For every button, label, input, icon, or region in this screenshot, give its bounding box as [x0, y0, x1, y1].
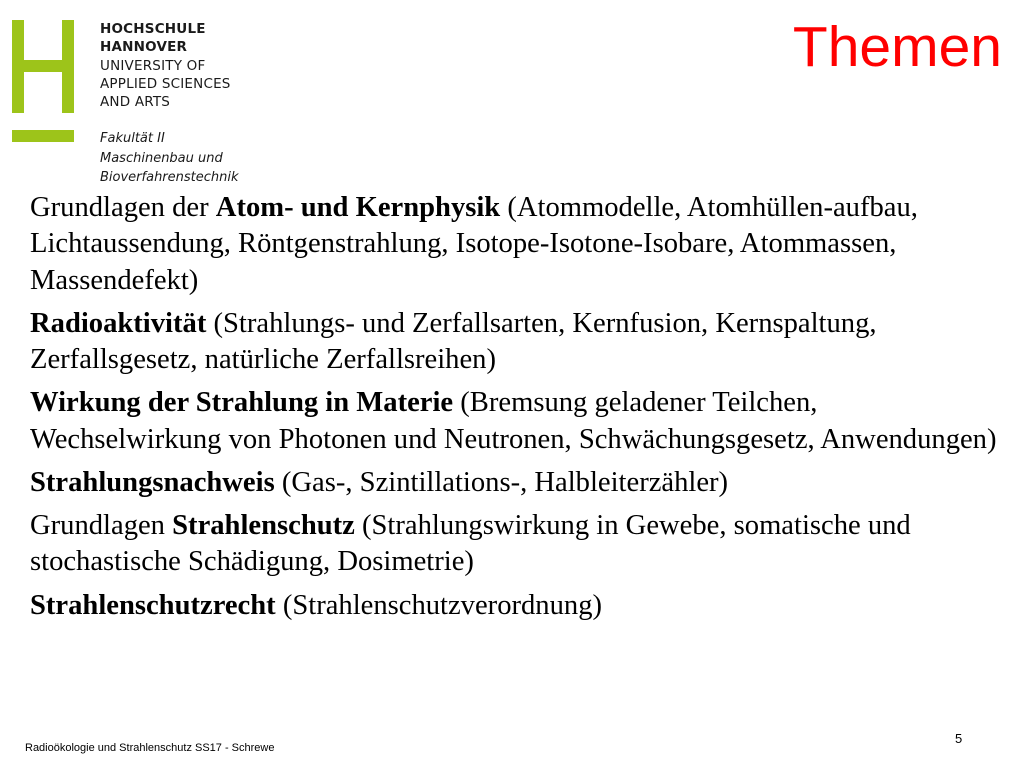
topic-keyword: Strahlenschutz	[172, 510, 355, 541]
university-line-3: AND ARTS	[100, 94, 171, 111]
university-logo-icon	[12, 20, 74, 142]
topic-details: (Gas-, Szintillations-, Halbleiterzähler)	[274, 466, 729, 498]
topic-prefix: Grundlagen der	[30, 192, 216, 223]
topic-keyword: Strahlenschutzrecht	[30, 589, 276, 621]
faculty-line-3: Bioverfahrenstechnik	[100, 170, 239, 185]
topic-keyword: Wirkung der Strahlung in Materie	[30, 387, 454, 419]
topic-keyword: Strahlungsnachweis	[30, 466, 275, 498]
page-number: 5	[955, 731, 963, 746]
logo-underline	[12, 130, 74, 142]
university-line-1: UNIVERSITY OF	[100, 57, 206, 74]
institution-line-1: HOCHSCHULE	[100, 21, 206, 37]
topic-details: (Bremsung geladener Teilchen, Wechselwirkung von Photonen und Neutronen, Schwächungsgesetz, Anwendungen)	[30, 387, 997, 455]
topic-list	[30, 190, 1005, 631]
topic-item	[30, 465, 1005, 501]
university-line-2: APPLIED SCIENCES	[100, 75, 231, 92]
logo-crossbar	[12, 60, 74, 72]
topic-prefix: Grundlagen	[30, 510, 173, 541]
topic-item	[30, 508, 1005, 581]
topic-item	[30, 190, 1005, 299]
topic-keyword: Atom- und Kernphysik	[215, 192, 501, 223]
slide-title: Themen	[792, 15, 1002, 79]
topic-keyword: Radioaktivität	[30, 307, 207, 339]
footer-course-info: Radioökologie und Strahlenschutz SS17 - Schrewe	[25, 742, 275, 754]
topic-details: (Atommodelle, Atomhüllen-aufbau, Lichtaussendung, Röntgenstrahlung, Isotope-Isotone-Isobare, Atommassen, Massendefekt)	[30, 192, 918, 296]
faculty-line-2: Maschinenbau und	[100, 150, 223, 166]
topic-details: (Strahlenschutzverordnung)	[275, 589, 603, 621]
faculty-name	[100, 129, 239, 188]
institution-line-2: HANNOVER	[100, 39, 188, 56]
topic-item	[30, 588, 1005, 624]
university-name	[100, 20, 300, 111]
topic-details: (Strahlungs- und Zerfallsarten, Kernfusion, Kernspaltung, Zerfallsgesetz, natürliche Zerfallsreihen)	[30, 307, 877, 376]
topic-item	[30, 385, 1005, 458]
topic-item	[30, 306, 1005, 379]
topic-details: (Strahlungswirkung in Gewebe, somatische und stochastische Schädigung, Dosimetrie)	[30, 510, 911, 578]
faculty-line-1: Fakultät II	[100, 131, 165, 146]
